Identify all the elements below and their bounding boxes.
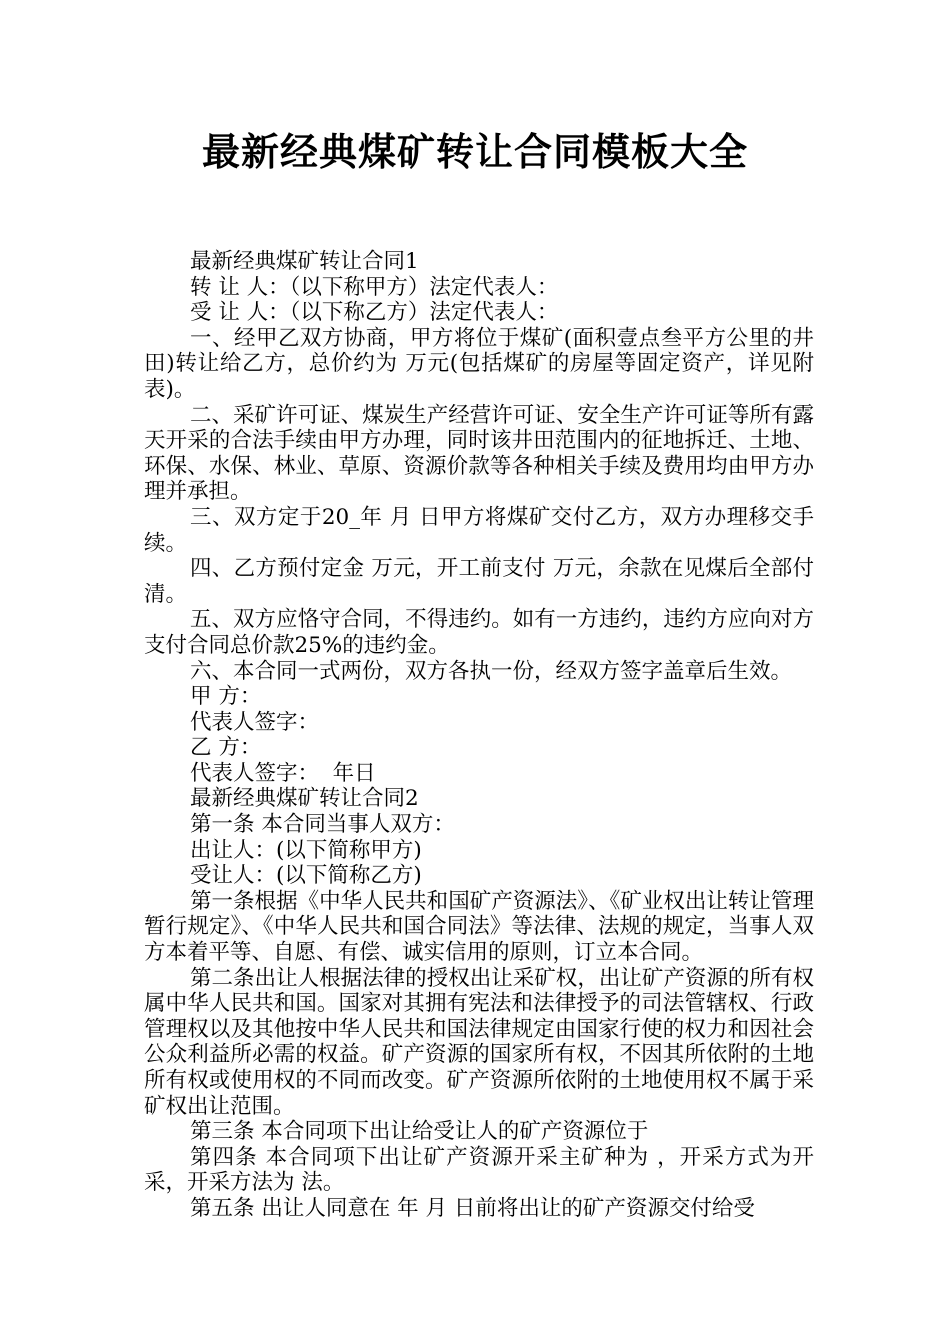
party-b-label: 乙 方： bbox=[190, 735, 262, 761]
transferee-line: 受 让 人：（以下称乙方）法定代表人： bbox=[190, 300, 559, 326]
article-2: 第二条出让人根据法律的授权出让采矿权，出让矿产资源的所有权属中华人民共和国。国家对其拥有宪法和法律授予的司法管辖权、行政管理权以及其他按中华人民共和国法律规定由国家行使的权力和因社会公众利益所必需的权益。矿产资源的国家所有权，不因其所依附的土地所有权或使用权的不同而改变。矿产资源所依附的土地使用权不属于采矿权出让范围。 bbox=[144, 965, 814, 1119]
clause-5: 五、双方应恪守合同，不得违约。如有一方违约，违约方应向对方支付合同总价款25%的违约金。 bbox=[144, 607, 814, 658]
transferee-line-2: 受让人：(以下简称乙方) bbox=[190, 863, 422, 889]
document-body bbox=[144, 249, 814, 1222]
article-5: 第五条 出让人同意在 年 月 日前将出让的矿产资源交付给受 bbox=[190, 1195, 755, 1221]
clause-2: 二、采矿许可证、煤炭生产经营许可证、安全生产许可证等所有露天开采的合法手续由甲方办理，同时该井田范围内的征地拆迁、土地、环保、水保、林业、草原、资源价款等各种相关手续及费用均由甲方办理并承担。 bbox=[144, 402, 814, 505]
clause-3: 三、双方定于20_年 月 日甲方将煤矿交付乙方，双方办理移交手续。 bbox=[144, 504, 814, 556]
transferor-line: 转 让 人：（以下称甲方）法定代表人： bbox=[190, 274, 559, 300]
party-b-signature: 代表人签字： 年日 bbox=[190, 760, 376, 786]
transferor-line-2: 出让人：(以下简称甲方) bbox=[190, 837, 422, 863]
article-1-title: 第一条 本合同当事人双方： bbox=[190, 812, 455, 838]
section-2-heading: 最新经典煤矿转让合同2 bbox=[190, 786, 419, 812]
clause-6: 六、本合同一式两份，双方各执一份，经双方签字盖章后生效。 bbox=[190, 658, 793, 684]
section-1-heading: 最新经典煤矿转让合同1 bbox=[190, 249, 419, 274]
party-a-signature: 代表人签字： bbox=[190, 709, 320, 735]
article-4: 第四条 本合同项下出让矿产资源开采主矿种为 ，开采方式为开采，开采方法为 法。 bbox=[144, 1144, 814, 1196]
article-1: 第一条根据《中华人民共和国矿产资源法》、《矿业权出让转让管理暂行规定》、《中华人民共和国合同法》等法律、法规的规定，当事人双方本着平等、自愿、有偿、诚实信用的原则，订立本合同。 bbox=[144, 888, 814, 966]
party-a-label: 甲 方： bbox=[190, 684, 262, 710]
document-title: 最新经典煤矿转让合同模板大全 bbox=[201, 130, 748, 174]
article-3: 第三条 本合同项下出让给受让人的矿产资源位于 bbox=[190, 1119, 649, 1145]
clause-1: 一、经甲乙双方协商，甲方将位于煤矿(面积壹点叁平方公里的井田)转让给乙方，总价约为 万元(包括煤矿的房屋等固定资产，详见附表)。 bbox=[144, 325, 814, 402]
clause-4: 四、乙方预付定金 万元，开工前支付 万元，余款在见煤后全部付清。 bbox=[144, 556, 814, 607]
